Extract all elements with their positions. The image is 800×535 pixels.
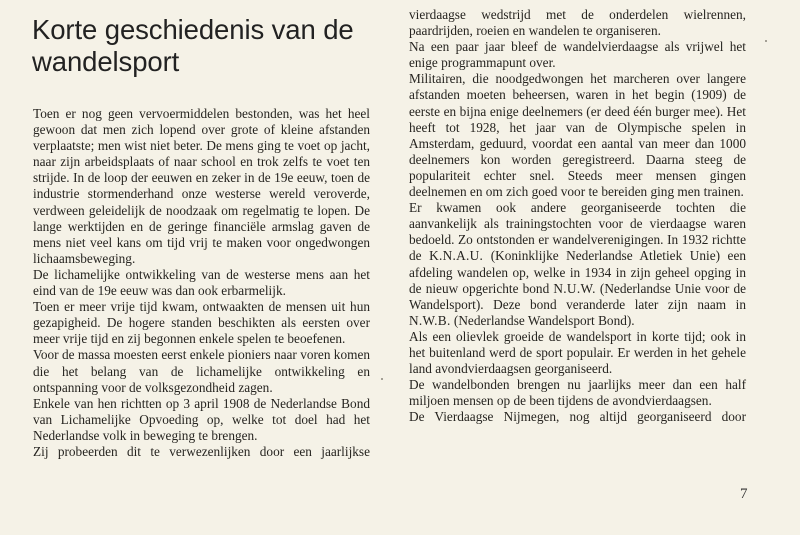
abbreviation-nuw: N.U.W. — [553, 280, 596, 296]
paragraph: Militairen, die noodgedwongen het marcheren over langere afstanden moeten beheersen, waren in het begin (1909) de eerste en bijna enige deelnemers (er deed één burger mee). Het heeft tot 1928, het jaar van de Olympische spelen in Amsterdam, geduurd, voordat een aantal van meer dan 1000 deelnemers kon worden geregistreerd. Daarna steeg de populariteit echter snel. Steeds meer mensen gingen deelnemen en om zich goed voor te bereiden ging men trainen. — [409, 71, 746, 200]
text-span: (Nederlandse Unie voor de Wandelsport). Deze bond veranderde later zijn naam in — [409, 280, 747, 312]
abbreviation-nwb: N.W.B. — [409, 312, 451, 328]
text-span: (Koninklijke Nederlandse Atletiek Unie) een afdeling wandelen op, welke in 1934 in zijn geheel opging in de nieuw opgerichte bond — [409, 248, 746, 296]
paragraph: Zij probeerden dit te verwezenlijken door een jaarlijkse — [33, 443, 370, 459]
paragraph — [409, 200, 746, 329]
paragraph: Als een olievlek groeide de wandelsport in korte tijd; ook in het buitenland werd de sport populair. Er werden in het gehele land avondvierdaagsen georganiseerd. — [409, 328, 746, 377]
page-title: Korte geschiedenis van de wandelsport — [32, 14, 354, 77]
paragraph: De Vierdaagse Nijmegen, nog altijd georganiseerd door — [409, 409, 746, 425]
text-span: Er kwamen ook andere georganiseerde tochten die aanvankelijk als trainingstochten voor de vierdaagse waren bedoeld. Zo ontstonden er wandelverenigingen. In 1932 richtte de — [409, 200, 746, 264]
paragraph: Toen er meer vrije tijd kwam, ontwaakten de mensen uit hun gezapigheid. De hogere standen beschikten als eersten over meer vrije tijd en zij begonnen enkele spelen te beoefenen. — [33, 299, 370, 347]
left-column — [33, 106, 370, 460]
paragraph: De lichamelijke ontwikkeling van de westerse mens aan het eind van de 19e eeuw was dan ook erbarmelijk. — [33, 266, 370, 299]
paragraph: Toen er nog geen vervoermiddelen bestonden, was het heel gewoon dat men zich lopend over grote of kleine afstanden verplaatste; men wist niet beter. De mens ging te voet op jacht, naar zijn arbeidsplaats of naar school en trok zelfs te voet ten strijde. In de loop der eeuwen en zeker in de 19e eeuw, toen de industrie stormenderhand onze westerse wereld veroverde, verdween geleidelijk de noodzaak om regelmatig te lopen. De lange werktijden en de geringe financiële armslag gaven de mens niet veel kans om tijd vrij te maken voor ongedwongen lichaamsbeweging. — [33, 106, 370, 266]
right-column — [409, 7, 746, 425]
paragraph: Enkele van hen richtten op 3 april 1908 de Nederlandse Bond van Lichamelijke Opvoeding op, welke tot doel had het Nederlandse volk in beweging te brengen. — [33, 395, 370, 443]
paragraph: Voor de massa moesten eerst enkele pioniers naar voren komen die het belang van de lichamelijke ontwikkeling en ontspanning voor de volksgezondheid zagen. — [33, 347, 370, 395]
paragraph: vierdaagse wedstrijd met de onderdelen wielrennen, paardrijden, roeien en wandelen te organiseren. — [409, 7, 746, 39]
paper-speck — [381, 378, 383, 380]
paragraph: Na een paar jaar bleef de wandelvierdaagse als vrijwel het enige programmapunt over. — [409, 39, 746, 71]
page-number: 7 — [740, 486, 748, 502]
text-span: (Nederlandse Wandelsport Bond). — [453, 312, 635, 328]
paragraph: De wandelbonden brengen nu jaarlijks meer dan een half miljoen mensen op de been tijdens de avondvierdaagsen. — [409, 377, 746, 409]
paper-speck — [765, 40, 767, 42]
abbreviation-knau: K.N.A.U. — [429, 248, 484, 264]
